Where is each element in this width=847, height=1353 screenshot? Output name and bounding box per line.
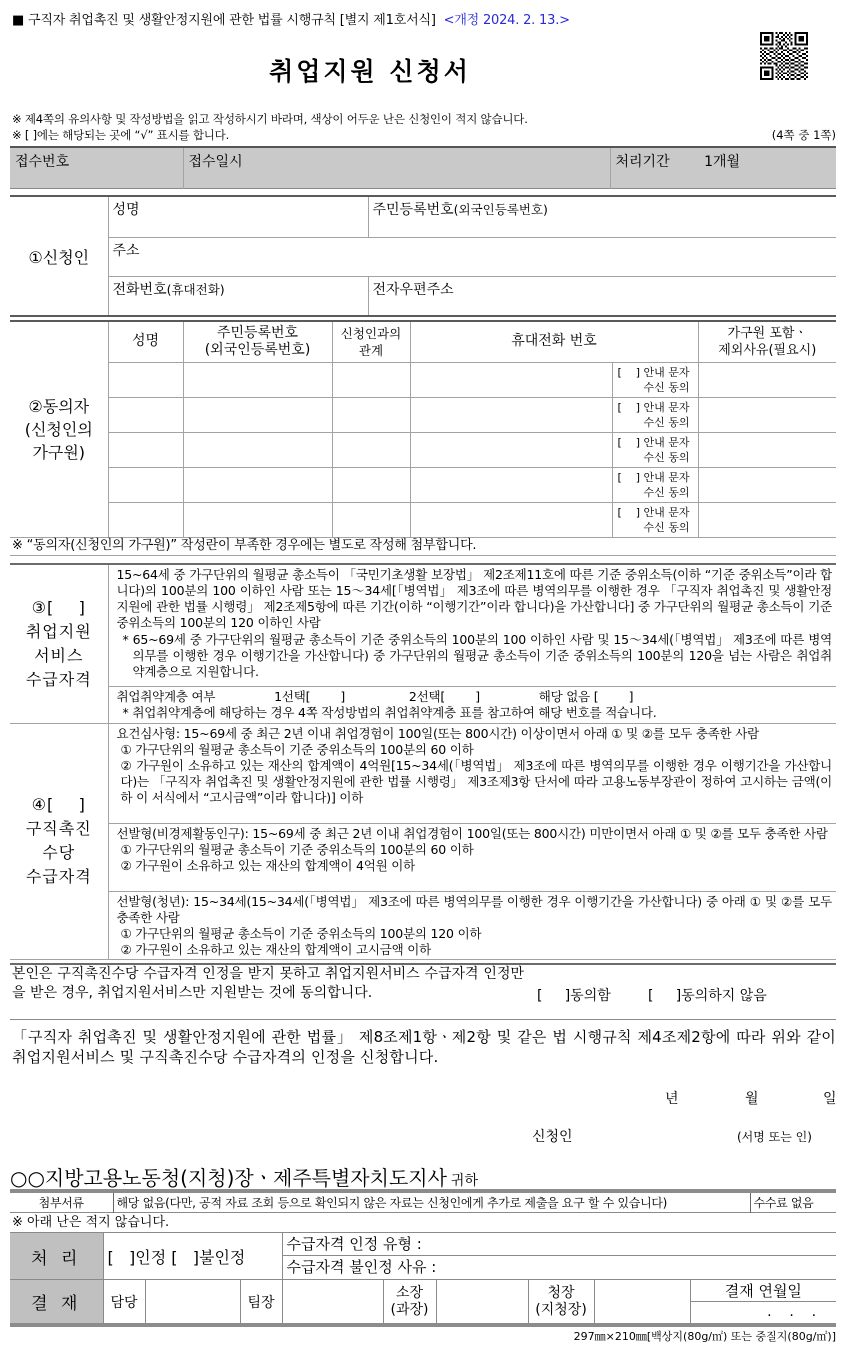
paper-spec: 297㎜×210㎜[백상지(80g/㎡) 또는 중질지(80g/㎡)] bbox=[573, 1330, 836, 1343]
sms-consent-line: [ ] 안내 문자 bbox=[617, 435, 690, 449]
processing-decision: [ ]인정 [ ]불인정 bbox=[103, 1233, 282, 1280]
consenter-reason-field[interactable] bbox=[698, 467, 836, 502]
type-title: 선발형(청년): 15~34세(15~34세(「병역법」 제3조에 따른 병역의무를 이행한 경우 이행기간을 가산합니다) 중 아래 ① 및 ②를 모두 충족한 사람 bbox=[116, 893, 832, 925]
form-reference-line bbox=[12, 9, 570, 28]
type-condition: ② 가구원이 소유하고 있는 재산의 합계액이 고시금액 이하 bbox=[120, 941, 432, 957]
receipt-date-cell bbox=[183, 147, 610, 189]
consenters-label-line: (신청인의 bbox=[24, 419, 93, 439]
approval-date-cell bbox=[690, 1280, 836, 1326]
type-title: 요건심사형: 15~69세 중 최근 2년 이내 취업경험이 100일(또는 800시간) 이상이면서 아래 ① 및 ②를 모두 충족한 사람 bbox=[116, 725, 760, 741]
vulnerable-option-2-field[interactable]: 2선택[ ] bbox=[408, 688, 480, 704]
consenter-rrn-field[interactable] bbox=[183, 467, 332, 502]
consenter-mobile-field[interactable] bbox=[410, 467, 612, 502]
applicant-phone-cell[interactable] bbox=[108, 276, 368, 316]
sms-consent-checkbox[interactable] bbox=[612, 502, 698, 537]
processing-period-label: 처리기간 bbox=[615, 154, 670, 170]
commissioner-line: 청장 bbox=[547, 1284, 575, 1301]
sms-consent-line: 수신 동의 bbox=[643, 415, 690, 429]
date-month-label: 월 bbox=[745, 1091, 759, 1107]
vulnerable-group-note: * 취업취약계층에 해당하는 경우 4쪽 작성방법의 취업취약계층 표를 참고하여 해당 번호를 적습니다. bbox=[122, 704, 657, 720]
name-label: 성명 bbox=[112, 202, 140, 218]
instruction-note: ※ 제4쪽의 유의사항 및 작성방법을 읽고 작성하시기 바라며, 색상이 어두운 난은 신청인이 적지 않습니다. bbox=[12, 112, 528, 126]
sms-consent-line: 수신 동의 bbox=[643, 380, 690, 394]
rejected-reason-label: 수급자격 불인정 사유 : bbox=[286, 1258, 437, 1276]
applicant-email-cell[interactable] bbox=[368, 276, 836, 316]
attachments-label: 첨부서류 bbox=[38, 1196, 84, 1210]
column-header-reason bbox=[698, 321, 836, 362]
reason-header-line: 가구원 포함ㆍ bbox=[727, 325, 807, 341]
page-title: 취업지원 신청서 bbox=[269, 57, 471, 86]
employment-support-criteria-cell bbox=[108, 564, 836, 686]
phone-label-sub: (휴대전화) bbox=[166, 281, 225, 297]
consenter-reason-field[interactable] bbox=[698, 362, 836, 397]
approval-director-label bbox=[383, 1280, 436, 1326]
sms-consent-line: 수신 동의 bbox=[643, 485, 690, 499]
office-use-note: ※ 아래 난은 적지 않습니다. bbox=[12, 1215, 170, 1230]
recipient-suffix: 귀하 bbox=[450, 1173, 478, 1189]
receipt-number-cell bbox=[10, 147, 183, 189]
director-line: 소장 bbox=[396, 1284, 424, 1301]
consenter-relation-field[interactable] bbox=[332, 362, 410, 397]
vulnerable-none-checkbox[interactable]: 해당 없음 [ ] bbox=[538, 688, 634, 704]
consenter-row bbox=[10, 397, 836, 432]
rrn-label-main: 주민등록번호 bbox=[372, 202, 454, 218]
applicant-name-cell[interactable] bbox=[108, 196, 368, 237]
address-label: 주소 bbox=[112, 242, 140, 259]
applicant-section-label: ①신청인 bbox=[28, 247, 90, 267]
type-condition: ① 가구단위의 월평균 총소득이 기준 중위소득의 100분의 60 이하 bbox=[120, 841, 474, 857]
approval-director-sign bbox=[436, 1280, 528, 1326]
attachments-value: 해당 없음(다만, 공적 자료 조회 등으로 확인되지 않은 자료는 신청인에게 추가로 제출을 요구 할 수 있습니다) bbox=[113, 1191, 750, 1213]
approval-staff-label: 담당 bbox=[103, 1280, 145, 1326]
consenter-name-field[interactable] bbox=[108, 432, 183, 467]
selection-youth-type-cell bbox=[108, 891, 836, 959]
page-indicator: (4쪽 중 1쪽) bbox=[771, 128, 836, 142]
selection-inactive-type-cell bbox=[108, 823, 836, 891]
job-seeking-allowance-label-line: 수급자격 bbox=[25, 867, 92, 886]
sms-consent-line: [ ] 안내 문자 bbox=[617, 400, 690, 414]
email-label: 전자우편주소 bbox=[372, 281, 454, 298]
processing-period-cell bbox=[610, 147, 836, 189]
receipt-number-label: 접수번호 bbox=[15, 154, 70, 170]
sms-consent-line: [ ] 안내 문자 bbox=[617, 365, 690, 379]
approval-staff-sign bbox=[145, 1280, 240, 1326]
processing-approval-table bbox=[10, 1232, 836, 1327]
consenter-rrn-field[interactable] bbox=[183, 397, 332, 432]
applicant-address-cell[interactable] bbox=[108, 237, 836, 276]
consenter-row bbox=[10, 467, 836, 502]
sms-consent-line: [ ] 안내 문자 bbox=[617, 470, 690, 484]
requirement-review-type-cell bbox=[108, 723, 836, 823]
qr-code-icon bbox=[760, 32, 808, 80]
applicant-section bbox=[10, 195, 836, 317]
type-title: 선발형(비경제활동인구): 15~69세 중 최근 2년 이내 취업경험이 100일(또는 800시간) 미만이면서 아래 ① 및 ②를 모두 충족한 사람 bbox=[116, 825, 828, 841]
vulnerable-group-label: 취업취약계층 여부 bbox=[116, 688, 216, 704]
consenter-mobile-field[interactable] bbox=[410, 432, 612, 467]
consenter-reason-field[interactable] bbox=[698, 502, 836, 537]
consenter-relation-field[interactable] bbox=[332, 467, 410, 502]
consenter-row bbox=[10, 502, 836, 537]
consenter-row bbox=[10, 432, 836, 467]
job-seeking-allowance-label-cell[interactable] bbox=[10, 723, 108, 959]
type-condition: ① 가구단위의 월평균 총소득이 기준 중위소득의 100분의 120 이하 bbox=[120, 925, 482, 941]
attachments-row bbox=[10, 1189, 836, 1213]
application-declaration: 「구직자 취업촉진 및 생활안정지원에 관한 법률」 제8조제1항ㆍ제2항 및 같은 법 시행규칙 제4조제2항에 따라 위와 같이 취업지원서비스 및 구직촉진수당 수급자격의 인정을 신청합니다. bbox=[12, 1028, 836, 1066]
revision-date: <개정 2024. 2. 13.> bbox=[443, 13, 570, 28]
consent-text: 본인은 구직촉진수당 수급자격 인정을 받지 못하고 취업지원서비스 수급자격 인정만을 받은 경우, 취업지원서비스만 지원받는 것에 동의합니다. bbox=[12, 966, 524, 1001]
consenters-section-label-cell bbox=[10, 321, 108, 537]
employment-support-checkbox[interactable]: ③[ ] bbox=[31, 597, 86, 617]
consenter-name-field[interactable] bbox=[108, 502, 183, 537]
rrn-header-line: 주민등록번호 bbox=[216, 324, 299, 341]
type-condition: ② 가구원이 소유하고 있는 재산의 합계액이 4억원[15~34세(「병역법」 제3조에 따른 병역의무를 이행한 경우 이행기간을 가산합니다)는 「구직자 취업촉진 및 생활안정지원에 관한 법률 시행령」 제3조제3항 단서에 따라 고용노동부장관이 정하여 고시하는 금액(이하 이 서식에서 “고시금액”이라 합니다)] 이하 bbox=[120, 757, 832, 805]
consenter-reason-field[interactable] bbox=[698, 397, 836, 432]
employment-support-criteria: 15~64세 중 가구단위의 월평균 총소득이 「국민기초생활 보장법」 제2조제11호에 따른 기준 중위소득(이하 “기준 중위소득”이라 합니다)의 100분의 100 이하인 사람 또는 15～34세[「병역법」 제3조에 따른 병역의무를 이행한 경우 「구직자 취업촉진 및 생활안정지원에 관한 법률 시행령」 제2조제5항에 따른 기간(이하 “이행기간”이라 합니다)을 가산합니다] 중 가구단위의 월평균 총소득이 기준 중위소득의 100분의 120 이하인 사람 bbox=[116, 567, 832, 630]
relation-header-line: 신청인과의 bbox=[340, 325, 402, 341]
consenter-reason-field[interactable] bbox=[698, 432, 836, 467]
approved-type-label: 수급자격 인정 유형 : bbox=[283, 1233, 837, 1256]
receipt-block bbox=[10, 146, 836, 189]
sms-consent-checkbox[interactable] bbox=[612, 432, 698, 467]
sms-consent-line: 수신 동의 bbox=[643, 450, 690, 464]
consenter-name-field[interactable] bbox=[108, 467, 183, 502]
consenters-label-line: ②동의자 bbox=[28, 396, 90, 416]
approval-date-value: . . . bbox=[767, 1304, 817, 1320]
employment-support-label-cell[interactable] bbox=[10, 564, 108, 723]
employment-support-label-line: 서비스 bbox=[34, 645, 84, 665]
consenters-note: ※ “동의자(신청인의 가구원)” 작성란이 부족한 경우에는 별도로 작성해 첨부합니다. bbox=[10, 536, 836, 556]
name-field[interactable] bbox=[113, 219, 364, 233]
address-field[interactable] bbox=[113, 260, 833, 274]
rrn-field[interactable] bbox=[373, 219, 833, 233]
approval-team-lead-label: 팀장 bbox=[240, 1280, 282, 1326]
sms-consent-line: [ ] 안내 문자 bbox=[617, 505, 690, 519]
type-condition: ② 가구원이 소유하고 있는 재산의 합계액이 4억원 이하 bbox=[120, 857, 416, 873]
consenter-name-field[interactable] bbox=[108, 362, 183, 397]
employment-support-footnote: * 65~69세 중 가구단위의 월평균 총소득이 기준 중위소득의 100분의 100 이하인 사람 및 15～34세(「병역법」 제3조에 따른 병역의무를 이행한 경우 이행기간을 가산합니다) 중 가구단위의 월평균 총소득이 기준 중위소득의 100분의 120을 넘는 사람은 취업취약계층으로 지원합니다. bbox=[122, 632, 832, 679]
phone-field[interactable] bbox=[113, 299, 364, 313]
date-day-label: 일 bbox=[823, 1091, 837, 1107]
signature-label: 신청인 bbox=[532, 1129, 573, 1145]
column-header-name: 성명 bbox=[108, 321, 183, 362]
consenter-relation-field[interactable] bbox=[332, 397, 410, 432]
vulnerable-group-cell bbox=[108, 686, 836, 723]
email-field[interactable] bbox=[373, 299, 833, 313]
applicant-section-label-cell bbox=[10, 196, 108, 316]
processing-period-value: 1개월 bbox=[704, 154, 741, 170]
date-year-label: 년 bbox=[665, 1091, 679, 1107]
consent-disagree-checkbox[interactable]: [ ]동의하지 않음 bbox=[648, 988, 767, 1004]
consenter-mobile-field[interactable] bbox=[410, 397, 612, 432]
consenter-relation-field[interactable] bbox=[332, 502, 410, 537]
column-header-rrn bbox=[183, 321, 332, 362]
consenter-name-field[interactable] bbox=[108, 397, 183, 432]
sms-consent-checkbox[interactable] bbox=[612, 362, 698, 397]
consenter-rrn-field[interactable] bbox=[183, 362, 332, 397]
employment-support-label-line: 취업지원 bbox=[25, 621, 92, 641]
type-condition: ① 가구단위의 월평균 총소득이 기준 중위소득의 100분의 60 이하 bbox=[120, 741, 474, 757]
approval-commissioner-sign bbox=[594, 1280, 690, 1326]
processing-details-cell bbox=[282, 1233, 836, 1280]
fee-value: 수수료 없음 bbox=[750, 1191, 836, 1213]
reason-header-line: 제외사유(필요시) bbox=[718, 342, 817, 358]
approval-label: 결 재 bbox=[10, 1280, 103, 1326]
consenter-row bbox=[10, 362, 836, 397]
director-line: (과장) bbox=[390, 1301, 429, 1318]
relation-header-line: 관계 bbox=[358, 342, 384, 358]
job-seeking-allowance-checkbox[interactable]: ④[ ] bbox=[31, 795, 86, 814]
signature-field[interactable]: (서명 또는 인) bbox=[737, 1130, 812, 1144]
consenters-label-line: 가구원) bbox=[32, 442, 86, 462]
phone-label bbox=[113, 282, 225, 298]
vulnerable-group-options bbox=[117, 689, 833, 705]
sms-consent-checkbox[interactable] bbox=[612, 397, 698, 432]
rrn-header-line: (외국인등록번호) bbox=[204, 341, 311, 358]
recipient-name: ○○지방고용노동청(지청)장ㆍ제주특별자치도지사 bbox=[10, 1166, 447, 1190]
sms-consent-line: 수신 동의 bbox=[643, 520, 690, 534]
consenter-rrn-field[interactable] bbox=[183, 432, 332, 467]
applicant-rrn-cell[interactable] bbox=[368, 196, 836, 237]
recipient-line bbox=[10, 1162, 478, 1191]
service-only-consent-block bbox=[10, 963, 836, 1020]
consenter-relation-field[interactable] bbox=[332, 432, 410, 467]
employment-support-label-line: 수급자격 bbox=[25, 669, 92, 689]
commissioner-line: (지청장) bbox=[535, 1301, 587, 1318]
vulnerable-option-1-field[interactable]: 1선택[ ] bbox=[274, 688, 346, 704]
square-bullet-icon: ■ bbox=[12, 13, 25, 28]
job-seeking-allowance-label-line: 구직촉진 bbox=[25, 819, 92, 838]
approval-team-lead-sign bbox=[282, 1280, 383, 1326]
consenter-rrn-field[interactable] bbox=[183, 502, 332, 537]
rrn-label-sub: (외국인등록번호) bbox=[453, 202, 548, 217]
approval-date-label: 결재 연월일 bbox=[691, 1280, 837, 1302]
phone-label-main: 전화번호 bbox=[112, 281, 167, 298]
checkbox-note: ※ [ ]에는 해당되는 곳에 “√” 표시를 합니다. bbox=[12, 128, 230, 142]
consenter-mobile-field[interactable] bbox=[410, 362, 612, 397]
approval-commissioner-label bbox=[528, 1280, 594, 1326]
consent-agree-checkbox[interactable]: [ ]동의함 bbox=[537, 988, 611, 1004]
column-header-relation bbox=[332, 321, 410, 362]
sms-consent-checkbox[interactable] bbox=[612, 467, 698, 502]
receipt-date-label: 접수일시 bbox=[188, 154, 243, 170]
eligibility-sections bbox=[10, 563, 836, 960]
rrn-label bbox=[373, 202, 548, 218]
consenter-mobile-field[interactable] bbox=[410, 502, 612, 537]
processing-label: 처 리 bbox=[10, 1233, 103, 1280]
consenters-section bbox=[10, 320, 836, 538]
job-seeking-allowance-label-line: 수당 bbox=[42, 843, 76, 862]
column-header-mobile: 휴대전화 번호 bbox=[410, 321, 698, 362]
form-reference: 구직자 취업촉진 및 생활안정지원에 관한 법률 시행규칙 [별지 제1호서식] bbox=[28, 13, 436, 28]
